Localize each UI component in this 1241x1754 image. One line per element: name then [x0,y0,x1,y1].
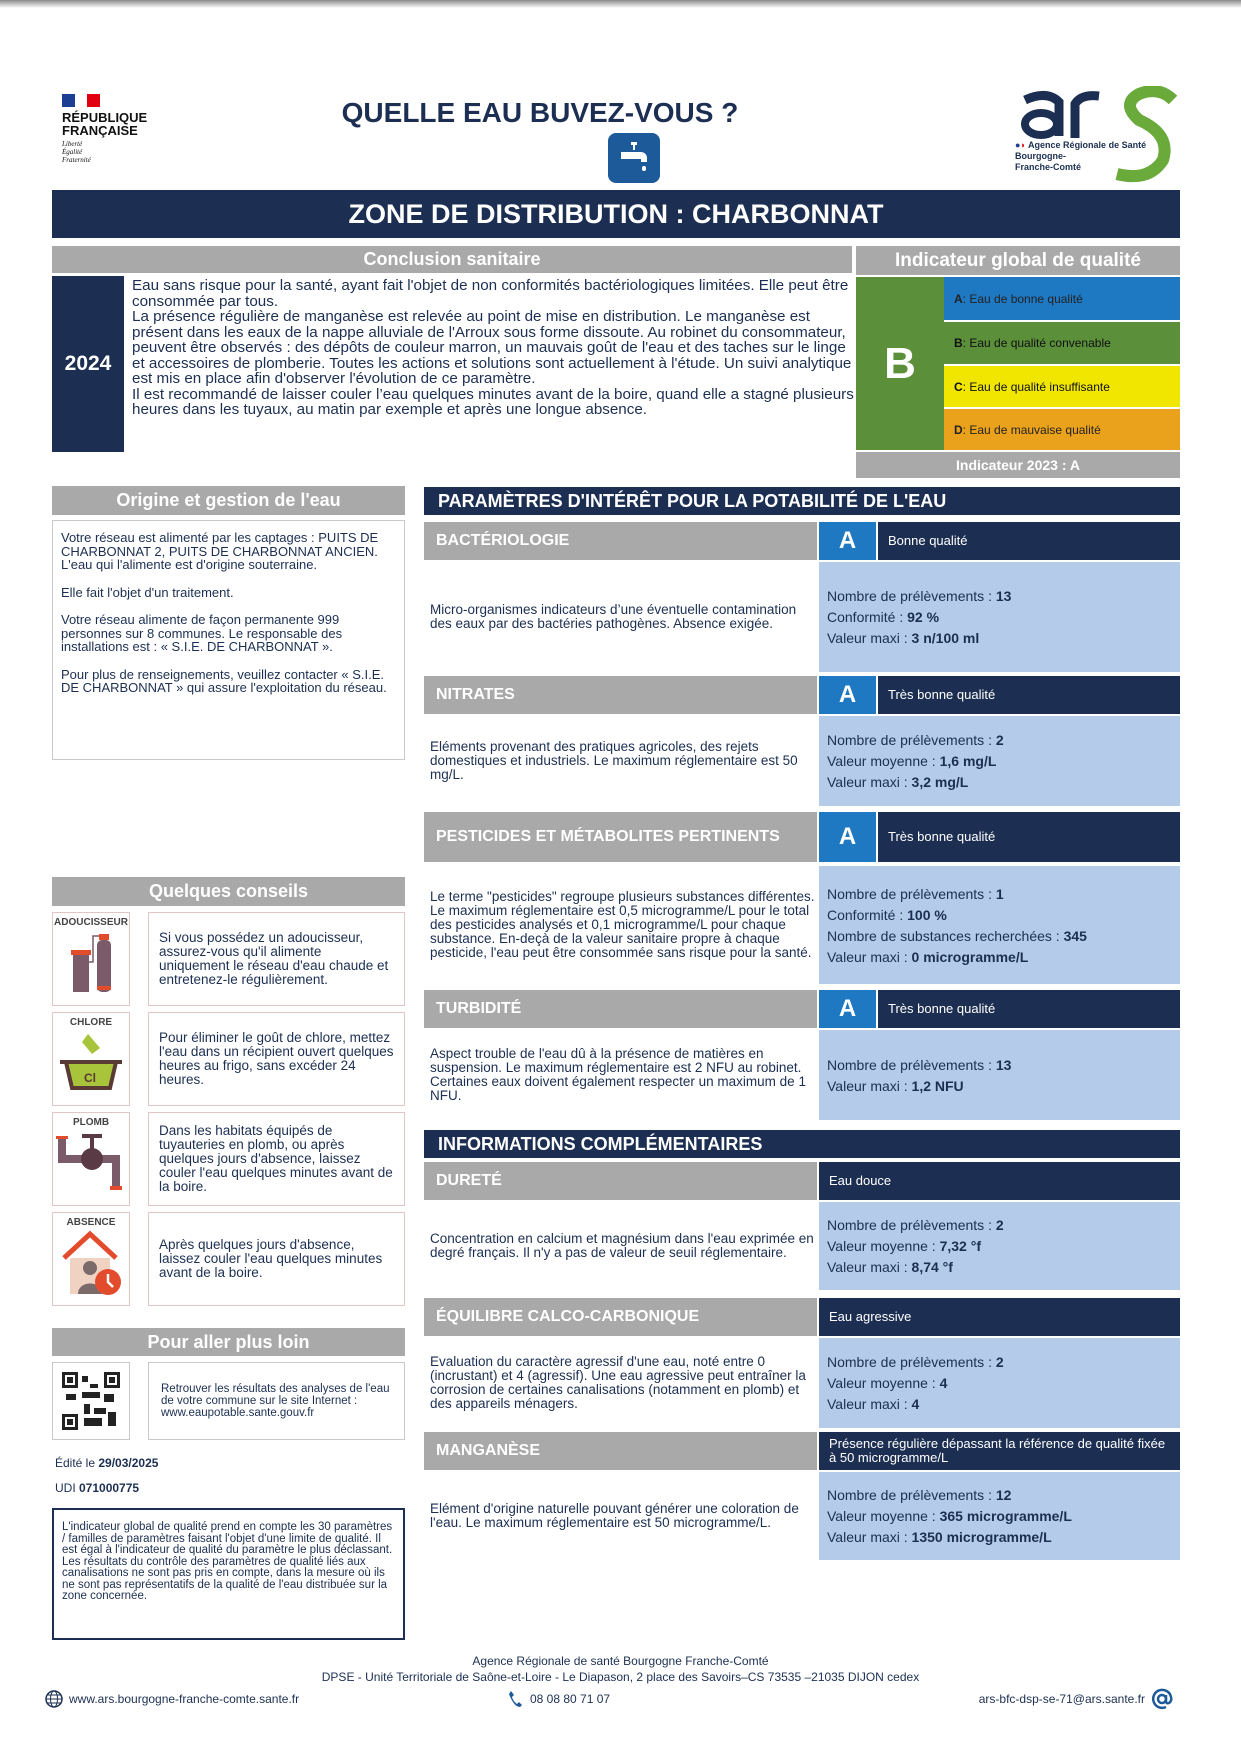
french-flag-icon [62,94,100,107]
tip-text: Pour éliminer le goût de chlore, mettez l'eau dans un récipient ouvert quelques heures au frigo, sans excéder 24 heures. [148,1012,405,1106]
info-description: Evaluation du caractère agressif d'une eau, noté entre 0 (incrustant) et 4 (agressif). Une eau agressive peut entraîner la corrosion de certaines canalisations (notamment en plomb) et des appareils ménagers. [430,1354,806,1411]
origin-box: Votre réseau est alimenté par les captages : PUITS DE CHARBONNAT 2, PUITS DE CHARBONNAT ANCIEN. L'eau qui l'alimente est d'origine souterraine. Elle fait l'objet d'un traitement. Votre réseau alimente de façon permanente 999 personnes sur 8 communes. Le responsable des installations est : « S.I.E. DE CHARBONNAT ». Pour plus de renseignements, veuillez contacter « S.I.E. DE CHARBONNAT » qui assure l'exploitation du réseau. [52,520,405,760]
param-quality: Bonne qualité [878,522,1180,560]
udi: UDI 071000775 [55,1481,140,1495]
tip-icon-box: ABSENCE [52,1212,130,1306]
info-description: Elément d'origine naturelle pouvant générer une coloration de l'eau. Le maximum réglementaire est 50 microgramme/L. [430,1501,799,1530]
house-clock-icon [56,1228,126,1298]
param-grade: A [819,812,876,862]
param-grade: A [819,990,876,1028]
param-description: Aspect trouble de l'eau dû à la présence de matières en suspension. Le maximum réglementaire est 2 NFU au robinet. Certaines eaux doivent également respecter un maximum de 1 NFU. [430,1046,806,1103]
param-quality: Très bonne qualité [878,990,1180,1028]
info-description: Concentration en calcium et magnésium dans l'eau exprimée en degré français. Il n'y a pas de valeur de seuil réglementaire. [430,1231,814,1260]
info-stats: Nombre de prélèvements : 2 Valeur moyenne : 7,32 °f Valeur maxi : 8,74 °f [819,1202,1180,1290]
origin-header: Origine et gestion de l'eau [52,486,405,515]
qr-code-icon[interactable] [52,1362,130,1440]
scale-row-a: A : Eau de bonne qualité [944,277,1180,320]
info-stats: Nombre de prélèvements : 12 Valeur moyenne : 365 microgramme/L Valeur maxi : 1350 microgramme/L [819,1472,1180,1560]
param-title-turbidite: TURBIDITÉ [424,990,817,1028]
param-grade: A [819,522,876,560]
info-quality: Eau douce [819,1162,1180,1200]
param-title-pesticides: PESTICIDES ET MÉTABOLITES PERTINENTS [424,812,817,862]
scale-row-b: B : Eau de qualité convenable [944,322,1180,364]
footer-address: DPSE - Unité Territoriale de Saône-et-Loire - Le Diapason, 2 place des Savoirs–CS 73535 –21035 DIJON cedex [321,1670,920,1684]
param-description: Micro-organismes indicateurs d’une éventuelle contamination des eaux par des bactéries pathogènes. Absence exigée. [430,602,797,631]
param-grade: A [819,676,876,714]
info-quality: Présence régulière dépassant la référence de qualité fixée à 50 microgramme/L [819,1432,1180,1470]
conclusion-text: Eau sans risque pour la santé, ayant fait l'objet de non conformités bactériologiques limitées. Elle peut être consommée par tous. La présence régulière de manganèse est relevée au point de mise en distribution. Le manganèse est présent dans les eaux de la nappe alluviale de l'Arroux sous forme dissoute. Au robinet du consommateur, peuvent être observés : des dépôts de couleur marron, un mauvais goût de l'eau et des taches sur le linge et accessoires de plomberie. Toutes les actions et solutions sont actuellement à l'étude. Un suivi analytique est mis en place afin d'observer l'évolution de ce paramètre. Il est recommandé de laisser couler l’eau quelques minutes avant de la boire, quand elle a stagné plusieurs heures dans les tuyaux, au matin par exemple et après une longue absence. [132,277,854,418]
globe-icon [45,1690,63,1708]
conclusion-year: 2024 [52,276,124,452]
footer-agency: Agence Régionale de santé Bourgogne Franche-Comté [472,1654,769,1668]
param-description: Le terme "pesticides" regroupe plusieurs substances différentes. Le maximum réglementaire est 0,5 microgramme/L pour le total des pesticides analysés et 0,1 microgramme/L pour chaque substance. En-deçà de la valeur sanitaire propre à chaque pesticide, l'eau peut être consommée sans risque pour la santé. [430,889,815,960]
info-quality: Eau agressive [819,1298,1180,1336]
indicator-grade: B [856,277,944,450]
param-stats: Nombre de prélèvements : 13 Conformité : 92 % Valeur maxi : 3 n/100 ml [819,562,1180,672]
tip-icon-box: CHLORE Cl [52,1012,130,1106]
tips-header: Quelques conseils [52,877,405,906]
ars-logo: ●◗ Agence Régionale de Santé Bourgogne- Franche-Comté [1015,86,1185,186]
water-tap-icon [608,133,660,183]
further-text: Retrouver les résultats des analyses de l'eau de votre commune sur le site Internet : www.eaupotable.sante.gouv.fr [148,1362,405,1440]
further-header: Pour aller plus loin [52,1328,405,1356]
edit-date: Édité le 29/03/2025 [55,1456,159,1470]
scan-edge [0,0,1241,8]
tip-text: Si vous possédez un adoucisseur, assurez-vous qu'il alimente uniquement le réseau d'eau chaude et entretenez-le régulièrement. [148,912,405,1006]
param-title-bacteriologie: BACTÉRIOLOGIE [424,522,817,560]
info-title-manganese: MANGANÈSE [424,1432,817,1470]
tip-text: Dans les habitats équipés de tuyauteries en plomb, ou après quelques jours d'absence, laissez couler l'eau quelques minutes avant de la boire. [148,1112,405,1206]
footer-phone: 08 08 80 71 07 [508,1690,610,1708]
param-stats: Nombre de prélèvements : 13 Valeur maxi : 1,2 NFU [819,1030,1180,1120]
indicator-note: L'indicateur global de qualité prend en compte les 30 paramètres / familles de paramètres faisant l'objet d'une limite de qualité. Il est égal à l'indicateur de qualité du paramètre le plus déclassant. Les résultats du contrôle des paramètres de qualité liés aux canalisations ne sont pas pris en compte, dans la mesure où ils ne sont pas représentatifs de la qualité de l'eau distribuée sur la zone concernée. [52,1508,405,1640]
svg-text:Cl: Cl [84,1071,96,1085]
complementary-header: INFORMATIONS COMPLÉMENTAIRES [424,1130,1180,1158]
parameters-header: PARAMÈTRES D'INTÉRÊT POUR LA POTABILITÉ DE L'EAU [424,487,1180,515]
scale-row-c: C : Eau de qualité insuffisante [944,366,1180,407]
param-quality: Très bonne qualité [878,676,1180,714]
info-stats: Nombre de prélèvements : 2 Valeur moyenne : 4 Valeur maxi : 4 [819,1338,1180,1428]
tip-text: Après quelques jours d'absence, laissez couler l'eau quelques minutes avant de la boire. [148,1212,405,1306]
info-title-durete: DURETÉ [424,1162,817,1200]
scale-row-d: D : Eau de mauvaise qualité [944,409,1180,450]
footer-website[interactable]: www.ars.bourgogne-franche-comte.sante.fr [45,1690,299,1708]
footer-email[interactable]: ars-bfc-dsp-se-71@ars.sante.fr [979,1688,1173,1710]
tip-icon-box: ADOUCISSEUR [52,912,130,1006]
param-description: Eléments provenant des pratiques agricoles, des rejets domestiques et industriels. Le maximum réglementaire est 50 mg/L. [430,739,798,782]
tip-icon-box: PLOMB [52,1112,130,1206]
chlorine-basin-icon [56,1028,126,1094]
conclusion-header: Conclusion sanitaire [52,246,852,273]
water-softener-icon [61,928,121,998]
phone-icon [508,1690,522,1708]
indicator-header: Indicateur global de qualité [856,246,1180,275]
page-title: QUELLE EAU BUVEZ-VOUS ? [341,97,739,128]
info-title-equilibre: ÉQUILIBRE CALCO-CARBONIQUE [424,1298,817,1336]
param-stats: Nombre de prélèvements : 2 Valeur moyenne : 1,6 mg/L Valeur maxi : 3,2 mg/L [819,716,1180,806]
param-quality: Très bonne qualité [878,812,1180,862]
republique-francaise-logo: RÉPUBLIQUE FRANÇAISE Liberté Égalité Fraternité [62,94,162,164]
at-sign-icon [1151,1688,1173,1710]
zone-title: ZONE DE DISTRIBUTION : CHARBONNAT [52,190,1180,238]
lead-pipe-valve-icon [54,1128,128,1194]
indicator-previous: Indicateur 2023 : A [856,452,1180,478]
param-stats: Nombre de prélèvements : 1 Conformité : 100 % Nombre de substances recherchées : 345 Valeur maxi : 0 microgramme/L [819,866,1180,984]
param-title-nitrates: NITRATES [424,676,817,714]
